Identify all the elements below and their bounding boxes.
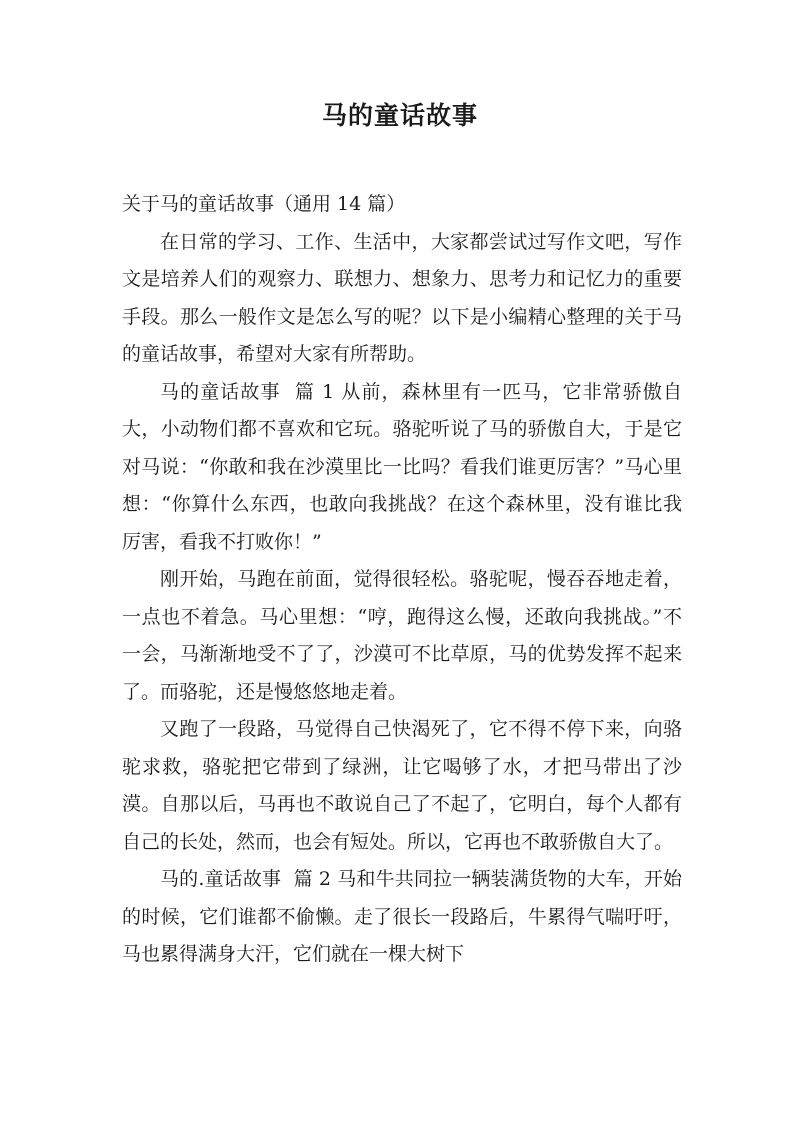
story1-text-1: 从前，森林里有一匹马，它非常骄傲自大，小动物们都不喜欢和它玩。骆驼听说了马的骄傲自大，于是它对马说：“你敢和我在沙漠里比一比吗？看我们谁更厉害？”马心里想：“你算什么东西，也敢向我挑战？在这个森林里，没有谁比我厉害，看我不打败你！” <box>122 380 682 553</box>
story1-heading: 马的童话故事 篇 1 <box>160 380 335 403</box>
story1-paragraph-3: 又跑了一段路，马觉得自己快渴死了，它不得不停下来，向骆驼求救，骆驼把它带到了绿洲，让它喝够了水，才把马带出了沙漠。自那以后，马再也不敢说自己了不起了，它明白，每个人都有自己的长处，然而，也会有短处。所以，它再也不敢骄傲自大了。 <box>122 718 682 853</box>
story2-text-1: 马和牛共同拉一辆装满货物的大车，开始的时候，它们谁都不偷懒。走了很长一段路后，牛累得气喘吁吁，马也累得满身大汗，它们就在一棵大树下 <box>122 868 682 965</box>
document-title: 马的童话故事 <box>321 101 478 130</box>
story2-heading: 马的.童话故事 篇 2 <box>160 868 332 890</box>
intro-paragraph: 在日常的学习、工作、生活中，大家都尝试过写作文吧，写作文是培养人们的观察力、联想力、想象力、思考力和记忆力的重要手段。那么一般作文是怎么写的呢？以下是小编精心整理的关于马的童话故事，希望对大家有所帮助。 <box>122 230 682 365</box>
story1-paragraph-2: 刚开始，马跑在前面，觉得很轻松。骆驼呢，慢吞吞地走着，一点也不着急。马心里想：“哼，跑得这么慢，还敢向我挑战。”不一会，马渐渐地受不了了，沙漠可不比草原，马的优势发挥不起来了。而骆驼，还是慢悠悠地走着。 <box>122 568 682 703</box>
story1-paragraph-1 <box>122 374 682 562</box>
story2-paragraph-1 <box>122 861 682 974</box>
document-subtitle: 关于马的童话故事（通用 14 篇） <box>122 193 406 215</box>
document-body <box>122 186 682 974</box>
